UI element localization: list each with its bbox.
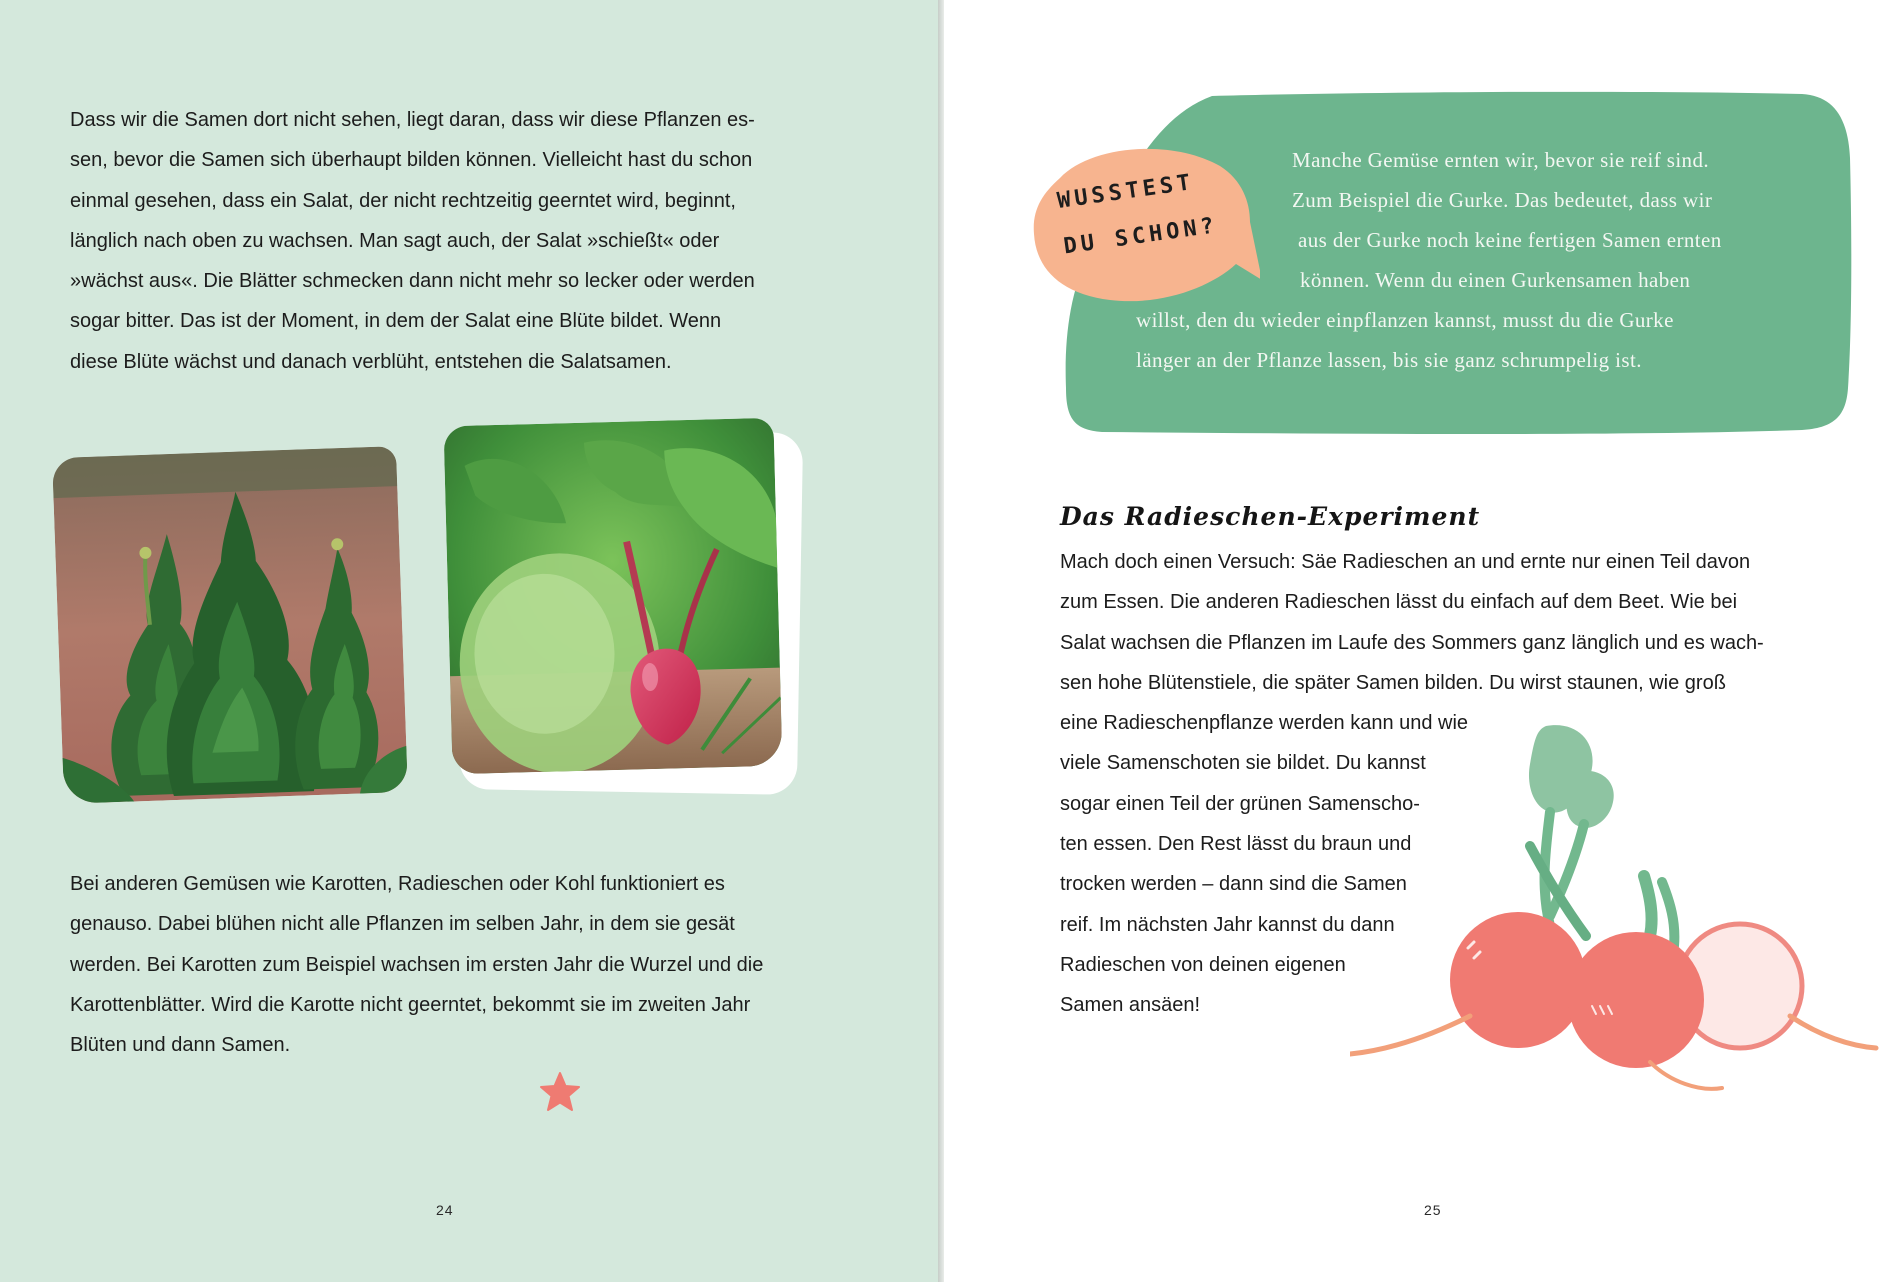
section-heading: Das Radieschen-Experiment xyxy=(1060,502,1481,531)
text-line: »wächst aus«. Die Blätter schmecken dann nicht mehr so lecker oder werden xyxy=(70,270,755,293)
bubble-line-2: DU SCHON? xyxy=(1062,213,1220,260)
text-line: Blüten und dann Samen. xyxy=(70,1034,291,1057)
text-line: Salat wachsen die Pflanzen im Laufe des Sommers ganz länglich und es wach- xyxy=(1060,631,1764,654)
text-line: länger an der Pflanze lassen, bis sie ganz schrumpelig ist. xyxy=(1136,348,1642,372)
radish-illustration xyxy=(1350,716,1880,1096)
page-number-right: 25 xyxy=(1424,1202,1442,1218)
text-line: zum Essen. Die anderen Radieschen lässt du einfach auf dem Beet. Wie bei xyxy=(1060,591,1738,614)
text-line: können. Wenn du einen Gurkensamen haben xyxy=(1300,268,1691,292)
text-line: sen hohe Blütenstiele, die später Samen bilden. Du wirst staunen, wie groß xyxy=(1060,671,1726,694)
text-line: Dass wir die Samen dort nicht sehen, liegt daran, dass wir diese Pflanzen es- xyxy=(70,109,755,131)
text-line: sen, bevor die Samen sich überhaupt bilden können. Vielleicht hast du schon xyxy=(70,149,753,172)
text-line: einmal gesehen, dass ein Salat, der nicht rechtzeitig geerntet wird, beginnt, xyxy=(70,189,736,212)
text-line: Karottenblätter. Wird die Karotte nicht geerntet, bekommt sie im zweiten Jahr xyxy=(70,993,751,1016)
text-line: Mach doch einen Versuch: Säe Radieschen an und ernte nur einen Teil davon xyxy=(1060,551,1751,573)
radish-image xyxy=(444,418,783,775)
page-number-left: 24 xyxy=(436,1202,454,1218)
text-line: sogar einen Teil der grünen Samenscho- xyxy=(1060,792,1420,815)
text-line: aus der Gurke noch keine fertigen Samen ernten xyxy=(1298,228,1722,252)
text-line: Manche Gemüse ernten wir, bevor sie reif sind. xyxy=(1292,148,1710,172)
text-line: diese Blüte wächst und danach verblüht, entstehen die Salatsamen. xyxy=(70,350,672,373)
text-line: eine Radieschenpflanze werden kann und wie xyxy=(1060,712,1469,735)
text-line: Bei anderen Gemüsen wie Karotten, Radieschen oder Kohl funktioniert es xyxy=(70,873,725,895)
text-line: viele Samenschoten sie bildet. Du kannst xyxy=(1060,752,1426,775)
lettuce-bolting-photo xyxy=(52,446,408,804)
text-line: reif. Im nächsten Jahr kannst du dann xyxy=(1060,913,1395,936)
bubble-line-1: WUSSTEST xyxy=(1055,169,1196,214)
text-line: ten essen. Den Rest lässt du braun und xyxy=(1060,833,1412,856)
left-paragraph-2 xyxy=(70,864,763,1065)
star-icon xyxy=(538,1070,582,1114)
left-paragraph-1 xyxy=(70,100,755,382)
radish-photo xyxy=(444,418,783,775)
text-line: genauso. Dabei blühen nicht alle Pflanzen im selben Jahr, in dem sie gesät xyxy=(70,913,735,936)
text-line: Samen ansäen! xyxy=(1060,994,1201,1017)
lettuce-bolting-image xyxy=(52,446,408,804)
text-line: werden. Bei Karotten zum Beispiel wachsen im ersten Jahr die Wurzel und die xyxy=(70,953,764,976)
text-line: Radieschen von deinen eigenen xyxy=(1060,953,1346,976)
text-line: sogar bitter. Das ist der Moment, in dem der Salat eine Blüte bildet. Wenn xyxy=(70,310,722,333)
text-line: willst, den du wieder einpflanzen kannst, musst du die Gurke xyxy=(1136,308,1674,332)
text-line: Zum Beispiel die Gurke. Das bedeutet, dass wir xyxy=(1292,188,1713,212)
text-line: länglich nach oben zu wachsen. Man sagt auch, der Salat »schießt« oder xyxy=(70,229,720,252)
text-line: trocken werden – dann sind die Samen xyxy=(1060,873,1407,896)
